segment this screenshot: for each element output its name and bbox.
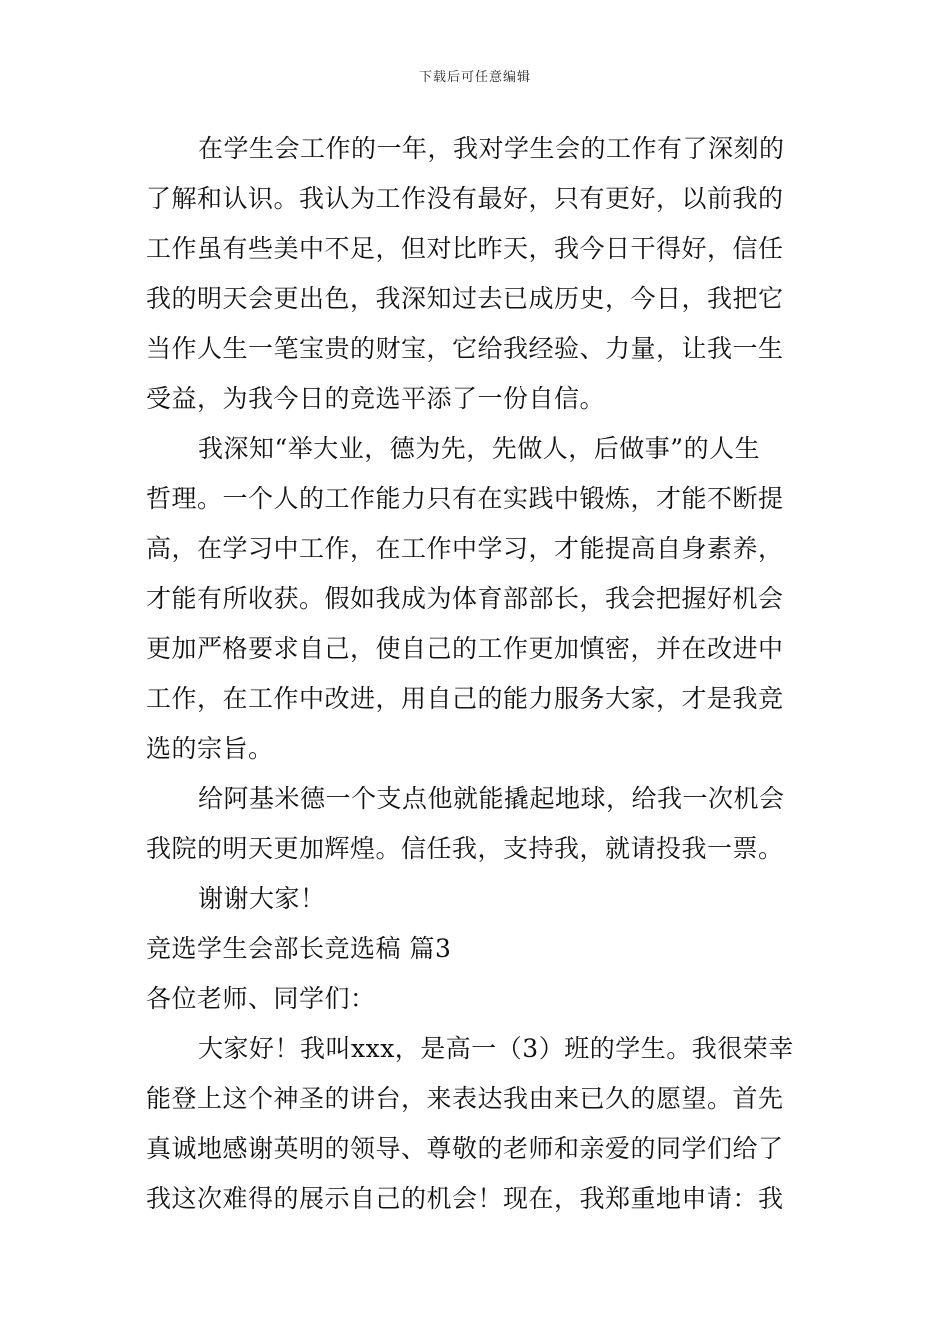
text-line: 选的宗旨。	[146, 734, 274, 763]
text-line: 真诚地感谢英明的领导、尊敬的老师和亲爱的同学们给了	[146, 1134, 784, 1163]
text-line: 我院的明天更加辉煌。信任我，支持我，就请投我一票。	[146, 834, 784, 863]
text-line: 给阿基米德一个支点他就能撬起地球，给我一次机会	[198, 784, 785, 813]
text-line: 我这次难得的展示自己的机会！现在，我郑重地申请：我	[146, 1184, 784, 1213]
text-line: 竞选学生会部长竞选稿 篇3	[146, 934, 452, 963]
text-line: 能登上这个神圣的讲台，来表达我由来已久的愿望。首先	[146, 1084, 784, 1113]
text-line: 更加严格要求自己，使自己的工作更加慎密，并在改进中	[146, 634, 784, 663]
text-line: 高，在学习中工作，在工作中学习，才能提高自身素养，	[146, 534, 784, 563]
text-line: 工作虽有些美中不足，但对比昨天，我今日干得好，信任	[146, 234, 784, 263]
text-line: 大家好！我叫xxx，是高一（3）班的学生。我很荣幸	[198, 1034, 794, 1063]
text-line: 谢谢大家！	[198, 884, 326, 913]
text-line: 当作人生一笔宝贵的财宝，它给我经验、力量，让我一生	[146, 334, 784, 363]
text-line: 受益，为我今日的竞选平添了一份自信。	[146, 384, 606, 413]
text-line: 在学生会工作的一年，我对学生会的工作有了深刻的	[198, 134, 785, 163]
text-line: 工作，在工作中改进，用自己的能力服务大家，才是我竞	[146, 684, 784, 713]
text-line: 才能有所收获。假如我成为体育部部长，我会把握好机会	[146, 584, 784, 613]
text-line: 我深知“举大业，德为先，先做人，后做事”的人生	[198, 434, 761, 463]
text-line: 我的明天会更出色，我深知过去已成历史，今日，我把它	[146, 284, 784, 313]
text-line: 了解和认识。我认为工作没有最好，只有更好，以前我的	[146, 184, 784, 213]
page-header: 下载后可任意编辑	[418, 70, 531, 85]
text-line: 哲理。一个人的工作能力只有在实践中锻炼，才能不断提	[146, 484, 784, 513]
document-body	[146, 124, 810, 1224]
text-line: 各位老师、同学们：	[146, 984, 376, 1013]
